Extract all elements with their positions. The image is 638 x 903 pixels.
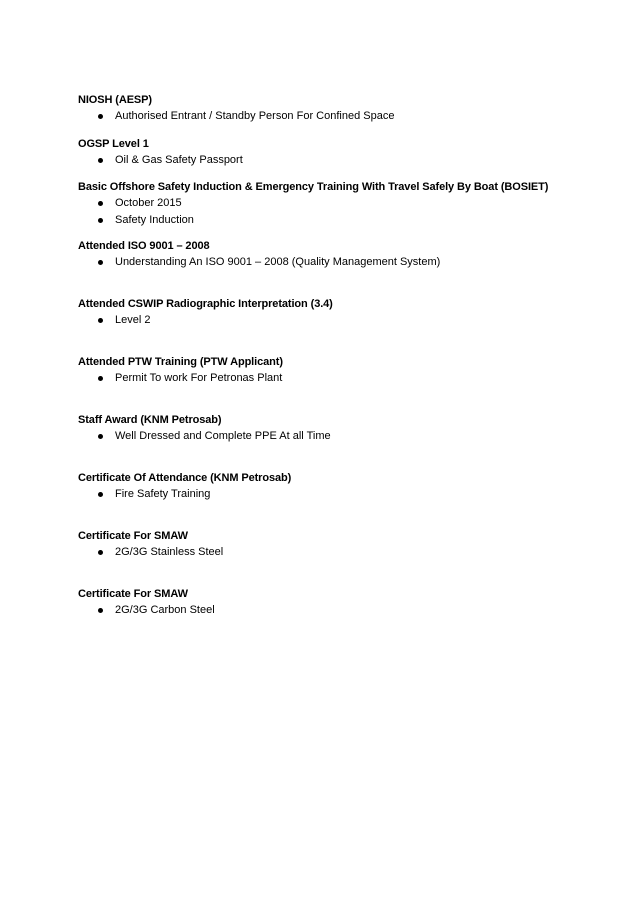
section-heading: Certificate Of Attendance (KNM Petrosab)	[78, 472, 292, 484]
bullet-list	[78, 603, 598, 618]
list-item	[78, 255, 598, 270]
bullet-icon	[98, 318, 103, 323]
section-bosiet	[78, 180, 598, 228]
section-staff-award	[78, 413, 598, 444]
list-item-text: Permit To work For Petronas Plant	[115, 372, 283, 384]
list-item-text: October 2015	[115, 197, 182, 209]
section-smaw-stainless	[78, 529, 598, 560]
section-ptw	[78, 355, 598, 386]
list-item-text: Safety Induction	[115, 214, 194, 226]
section-ogsp	[78, 137, 598, 168]
section-cswip	[78, 297, 598, 328]
list-item-text: Level 2	[115, 314, 151, 326]
list-item	[78, 109, 598, 124]
bullet-icon	[98, 201, 103, 206]
list-item	[78, 371, 598, 386]
section-certificate-attendance	[78, 471, 598, 502]
section-heading: Attended CSWIP Radiographic Interpretation (3.4)	[78, 298, 333, 310]
list-item-text: Fire Safety Training	[115, 488, 211, 500]
bullet-list	[78, 313, 598, 328]
list-item	[78, 213, 598, 228]
bullet-icon	[98, 260, 103, 265]
section-heading: OGSP Level 1	[78, 138, 149, 150]
list-item	[78, 429, 598, 444]
list-item-text: 2G/3G Stainless Steel	[115, 546, 224, 558]
section-smaw-carbon	[78, 587, 598, 618]
bullet-list	[78, 153, 598, 168]
section-heading: Basic Offshore Safety Induction & Emergency Training With Travel Safely By Boat (BOSIET)	[78, 181, 549, 193]
list-item-text: Authorised Entrant / Standby Person For Confined Space	[115, 110, 395, 122]
bullet-list	[78, 487, 598, 502]
bullet-icon	[98, 114, 103, 119]
list-item	[78, 196, 598, 211]
list-item-text: Understanding An ISO 9001 – 2008 (Quality Management System)	[115, 256, 441, 268]
bullet-icon	[98, 608, 103, 613]
bullet-icon	[98, 218, 103, 223]
list-item-text: Well Dressed and Complete PPE At all Time	[115, 430, 331, 442]
list-item-text: Oil & Gas Safety Passport	[115, 154, 243, 166]
list-item-text: 2G/3G Carbon Steel	[115, 604, 215, 616]
list-item	[78, 313, 598, 328]
list-item	[78, 603, 598, 618]
section-heading: Certificate For SMAW	[78, 530, 188, 542]
list-item	[78, 153, 598, 168]
list-item	[78, 487, 598, 502]
bullet-icon	[98, 158, 103, 163]
bullet-list	[78, 109, 598, 124]
section-heading: Attended ISO 9001 – 2008	[78, 240, 210, 252]
section-heading: NIOSH (AESP)	[78, 94, 152, 106]
bullet-list	[78, 371, 598, 386]
section-niosh	[78, 93, 598, 124]
section-heading: Certificate For SMAW	[78, 588, 188, 600]
section-heading: Staff Award (KNM Petrosab)	[78, 414, 222, 426]
bullet-icon	[98, 434, 103, 439]
bullet-list	[78, 429, 598, 444]
section-iso	[78, 239, 598, 270]
bullet-list	[78, 255, 598, 270]
bullet-list	[78, 196, 598, 228]
bullet-icon	[98, 492, 103, 497]
bullet-list	[78, 545, 598, 560]
section-heading: Attended PTW Training (PTW Applicant)	[78, 356, 283, 368]
list-item	[78, 545, 598, 560]
bullet-icon	[98, 376, 103, 381]
bullet-icon	[98, 550, 103, 555]
